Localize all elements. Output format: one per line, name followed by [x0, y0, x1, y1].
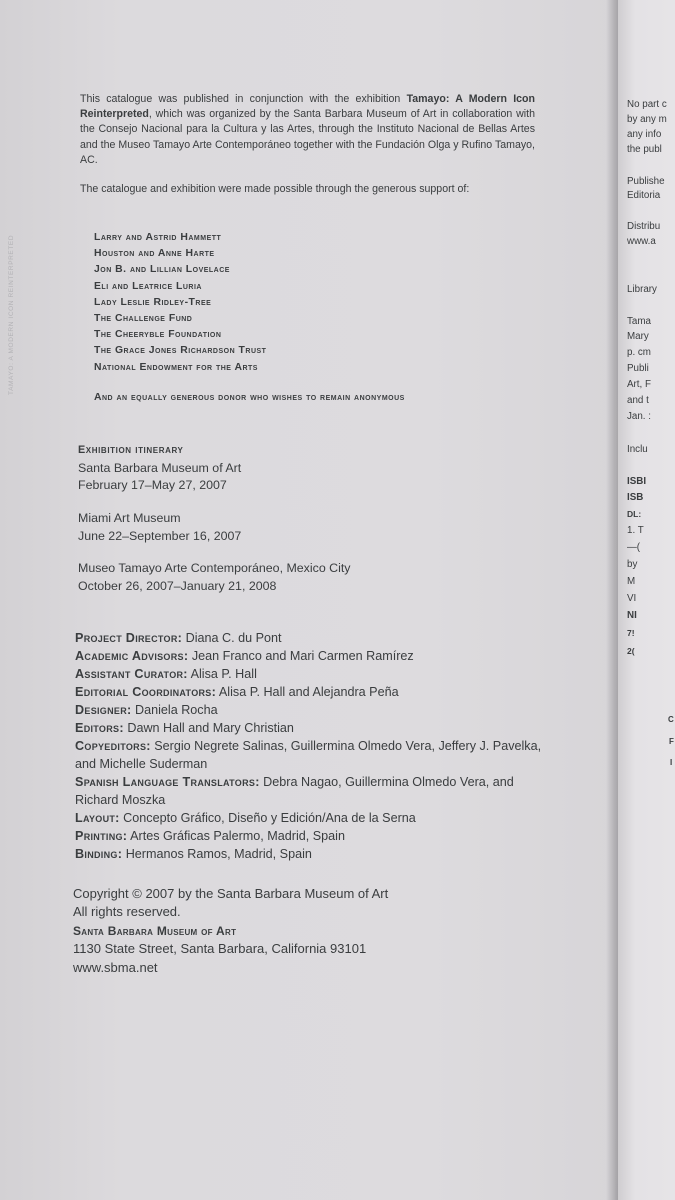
support-paragraph: The catalogue and exhibition were made possible through the generous support of:: [80, 183, 470, 195]
credits-list: [75, 629, 555, 863]
right-page-fragment: C: [668, 715, 674, 724]
right-page-fragment: No part c: [627, 99, 667, 110]
right-page-fragment: Jan. :: [627, 411, 651, 422]
right-page-fragment: the publ: [627, 144, 662, 155]
right-page-fragment: any info: [627, 129, 662, 140]
right-page-fragment: DL:: [627, 509, 642, 519]
credit-printing: [75, 827, 555, 845]
credit-value: Artes Gráficas Palermo, Madrid, Spain: [127, 829, 345, 843]
venue-name: Museo Tamayo Arte Contemporáneo, Mexico City: [78, 561, 351, 575]
credit-label: Copyeditors:: [75, 739, 151, 753]
publisher-address: 1130 State Street, Santa Barbara, California 93101: [73, 941, 367, 957]
credit-value: Debra Nagao, Guillermina Olmedo Vera, and Richard Moszka: [75, 775, 514, 807]
spine-running-title: TAMAYO: A MODERN ICON REINTERPRETED: [8, 234, 15, 395]
rights-reserved: All rights reserved.: [73, 904, 181, 920]
donor-item: The Cheeryble Foundation: [94, 329, 222, 341]
credit-value: Jean Franco and Mari Carmen Ramírez: [188, 649, 414, 663]
credit-label: Academic Advisors:: [75, 649, 189, 663]
venue-dates: October 26, 2007–January 21, 2008: [78, 578, 277, 593]
right-page-fragment: M: [627, 576, 636, 587]
credit-value: Hermanos Ramos, Madrid, Spain: [122, 847, 312, 861]
publisher-website: www.sbma.net: [73, 959, 158, 975]
right-page-fragment: 7!: [627, 628, 635, 638]
donor-item: National Endowment for the Arts: [94, 361, 258, 373]
copyright-block: [73, 885, 533, 977]
credit-copyeditors: [75, 737, 555, 773]
credit-value: Diana C. du Pont: [182, 631, 282, 645]
right-page-fragment: I: [670, 758, 673, 767]
right-page-fragment: —(: [627, 542, 641, 553]
credit-value: Sergio Negrete Salinas, Guillermina Olmedo Vera, Jeffery J. Pavelka, and Michelle Suderman: [75, 739, 542, 771]
donor-item: Lady Leslie Ridley-Tree: [94, 296, 212, 308]
right-page-fragment: F: [669, 737, 674, 746]
credit-value: Concepto Gráfico, Diseño y Edición/Ana de la Serna: [119, 811, 416, 825]
right-page-fragment: 2(: [627, 646, 635, 656]
anonymous-donor-note: And an equally generous donor who wishes to remain anonymous: [94, 392, 405, 403]
right-page-fragment: Editoria: [627, 190, 661, 201]
right-page-fragment: Inclu: [627, 444, 648, 455]
right-page-fragment: ISBI: [627, 476, 647, 487]
donor-item: Houston and Anne Harte: [94, 248, 215, 260]
credit-label: Spanish Language Translators:: [75, 775, 260, 789]
right-page-fragment: Distribu: [627, 221, 661, 232]
right-page-fragment: by any m: [627, 114, 667, 125]
intro-text-before: This catalogue was published in conjunction with the exhibition: [80, 93, 407, 105]
itinerary-venue-2: [78, 510, 478, 545]
right-page-fragment: p. cm: [627, 347, 651, 358]
credit-value: Alisa P. Hall: [187, 667, 257, 681]
credit-editors: [75, 719, 555, 737]
intro-text-after: , which was organized by the Santa Barbara Museum of Art in collaboration with the Consejo Nacional para la Cultura y las Artes, through the Instituto Nacional de Bellas Artes and the Museo Tamayo Arte Contemporáneo together with the Fundación Olga y Rufino Tamayo, AC.: [80, 108, 535, 166]
credit-binding: [75, 845, 555, 863]
credit-translators: [75, 773, 555, 809]
right-page-fragment: Tama: [627, 316, 651, 327]
credit-value: Daniela Rocha: [131, 703, 218, 717]
right-page-fragment: Library: [627, 284, 657, 295]
right-page-fragment: 1. T: [627, 525, 644, 536]
credit-label: Designer:: [75, 703, 132, 717]
donor-item: Jon B. and Lillian Lovelace: [94, 264, 230, 276]
right-page-fragment: Mary: [627, 331, 649, 342]
credit-label: Assistant Curator:: [75, 667, 188, 681]
donor-list: [94, 230, 554, 376]
right-page-fragment: NI: [627, 610, 637, 621]
donor-item: The Grace Jones Richardson Trust: [94, 345, 267, 357]
right-page-fragment: Publi: [627, 363, 649, 374]
intro-paragraph: [80, 92, 535, 168]
right-page-fragment: and t: [627, 395, 649, 406]
credit-value: Dawn Hall and Mary Christian: [123, 721, 294, 735]
right-page: [618, 0, 675, 1200]
itinerary-venue-3: [78, 560, 478, 595]
venue-dates: June 22–September 16, 2007: [78, 528, 242, 543]
credit-label: Binding:: [75, 847, 123, 861]
venue-dates: February 17–May 27, 2007: [78, 478, 227, 492]
right-page-fragment: by: [627, 559, 638, 570]
credit-layout: [75, 809, 555, 827]
right-page-fragment: VI: [627, 593, 637, 604]
right-page-fragment: Art, F: [627, 379, 651, 390]
right-page-fragment: www.a: [627, 236, 656, 247]
credit-label: Project Director:: [75, 631, 183, 645]
credit-assistant-curator: [75, 665, 555, 683]
donor-item: Larry and Astrid Hammett: [94, 232, 222, 243]
donor-item: Eli and Leatrice Luria: [94, 280, 202, 292]
donor-item: The Challenge Fund: [94, 313, 193, 325]
credit-designer: [75, 701, 555, 719]
credit-label: Editorial Coordinators:: [75, 685, 217, 699]
publisher-name: Santa Barbara Museum of Art: [73, 923, 237, 938]
right-page-fragment: ISB: [627, 492, 644, 503]
copyright-line: Copyright © 2007 by the Santa Barbara Museum of Art: [73, 886, 389, 901]
credit-label: Layout:: [75, 811, 120, 825]
itinerary-venue-1: [78, 442, 478, 495]
credit-label: Printing:: [75, 829, 128, 843]
venue-name: Santa Barbara Museum of Art: [78, 460, 242, 475]
venue-name: Miami Art Museum: [78, 511, 181, 525]
credit-label: Editors:: [75, 721, 124, 735]
credit-editorial-coordinators: [75, 683, 555, 701]
credit-project-director: [75, 629, 555, 647]
itinerary-heading: Exhibition itinerary: [78, 444, 184, 456]
credit-value: Alisa P. Hall and Alejandra Peña: [216, 685, 399, 699]
credit-academic-advisors: [75, 647, 555, 665]
right-page-fragment: Publishe: [627, 176, 665, 187]
exhibition-title: Tamayo: A Modern Icon Reinterpreted: [80, 93, 535, 121]
